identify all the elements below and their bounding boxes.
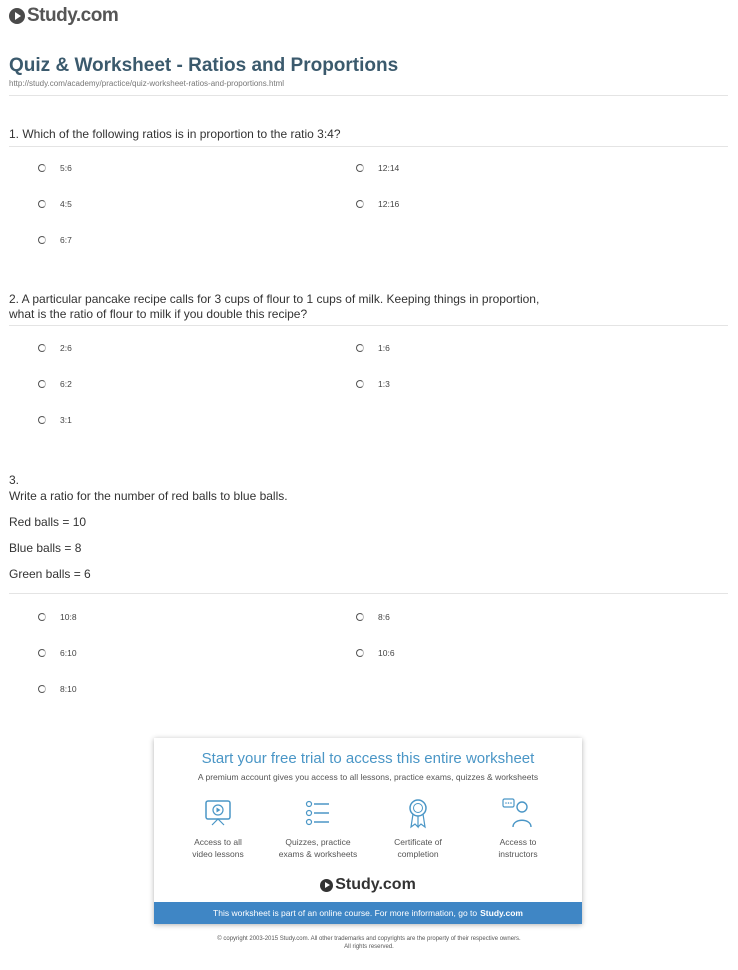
question-2-text: 2. A particular pancake recipe calls for 3 cups of flour to 1 cups of milk. Keeping things in proportion, what is the ratio of flour to milk if you double this recipe? — [9, 292, 540, 321]
blue-balls: Blue balls = 8 — [9, 541, 82, 555]
q2-option-e[interactable]: 3:1 — [38, 415, 72, 425]
radio-icon[interactable] — [38, 685, 46, 693]
green-balls: Green balls = 6 — [9, 567, 91, 581]
radio-icon[interactable] — [356, 200, 364, 208]
radio-icon[interactable] — [38, 416, 46, 424]
q2-option-b[interactable]: 1:6 — [356, 343, 390, 353]
q3-option-e[interactable]: 8:10 — [38, 684, 77, 694]
divider — [9, 593, 728, 594]
feature-instructors: Access to instructors — [468, 796, 568, 860]
red-balls: Red balls = 10 — [9, 515, 87, 529]
play-icon — [9, 8, 25, 24]
logo-text: Study.com — [27, 5, 119, 26]
q1-option-b[interactable]: 12:14 — [356, 163, 399, 173]
copyright: © copyright 2003-2015 Study.com. All other trademarks and copyrights are the property of their respective owners. All rights reserved. — [217, 936, 521, 950]
q3-option-a[interactable]: 10:8 — [38, 612, 77, 622]
radio-icon[interactable] — [38, 649, 46, 657]
page-url: http://study.com/academy/practice/quiz-worksheet-ratios-and-proportions.html — [9, 79, 285, 88]
q1-option-d[interactable]: 12:16 — [356, 199, 399, 209]
promo-info-bar: This worksheet is part of an online course. For more information, go to Study.com — [154, 902, 582, 924]
question-3-number: 3. — [9, 473, 20, 487]
list-icon — [301, 796, 335, 830]
feature-certificate: Certificate of completion — [368, 796, 468, 860]
promo-study-logo[interactable]: Study.com — [154, 876, 582, 894]
divider — [9, 325, 728, 326]
q1-option-c[interactable]: 4:5 — [38, 199, 72, 209]
certificate-icon — [401, 796, 435, 830]
radio-icon[interactable] — [356, 344, 364, 352]
q3-option-d[interactable]: 10:6 — [356, 648, 395, 658]
q2-option-c[interactable]: 6:2 — [38, 379, 72, 389]
radio-icon[interactable] — [38, 380, 46, 388]
video-lesson-icon — [201, 796, 235, 830]
radio-icon[interactable] — [356, 164, 364, 172]
q1-option-e[interactable]: 6:7 — [38, 235, 72, 245]
page-title: Quiz & Worksheet - Ratios and Proportions — [9, 55, 399, 76]
q1-option-a[interactable]: 5:6 — [38, 163, 72, 173]
radio-icon[interactable] — [38, 164, 46, 172]
radio-icon[interactable] — [38, 236, 46, 244]
promo-title: Start your free trial to access this entire worksheet — [201, 750, 535, 767]
feature-video-lessons: Access to all video lessons — [168, 796, 268, 860]
divider — [9, 95, 728, 96]
radio-icon[interactable] — [38, 200, 46, 208]
feature-quizzes: Quizzes, practice exams & worksheets — [268, 796, 368, 860]
radio-icon[interactable] — [356, 649, 364, 657]
divider — [9, 146, 728, 147]
question-1-text: 1. Which of the following ratios is in proportion to the ratio 3:4? — [9, 127, 341, 141]
q3-option-c[interactable]: 6:10 — [38, 648, 77, 658]
q2-option-d[interactable]: 1:3 — [356, 379, 390, 389]
study-link[interactable]: Study.com — [480, 908, 523, 918]
promo-subtitle: A premium account gives you access to all lessons, practice exams, quizzes & worksheets — [197, 772, 539, 782]
question-3-prompt: Write a ratio for the number of red balls to blue balls. — [9, 489, 288, 503]
play-icon — [320, 879, 333, 892]
radio-icon[interactable] — [356, 613, 364, 621]
q3-option-b[interactable]: 8:6 — [356, 612, 390, 622]
study-logo[interactable] — [9, 5, 118, 27]
free-trial-promo[interactable] — [154, 738, 582, 924]
radio-icon[interactable] — [356, 380, 364, 388]
q2-option-a[interactable]: 2:6 — [38, 343, 72, 353]
radio-icon[interactable] — [38, 344, 46, 352]
instructor-icon — [501, 796, 535, 830]
radio-icon[interactable] — [38, 613, 46, 621]
